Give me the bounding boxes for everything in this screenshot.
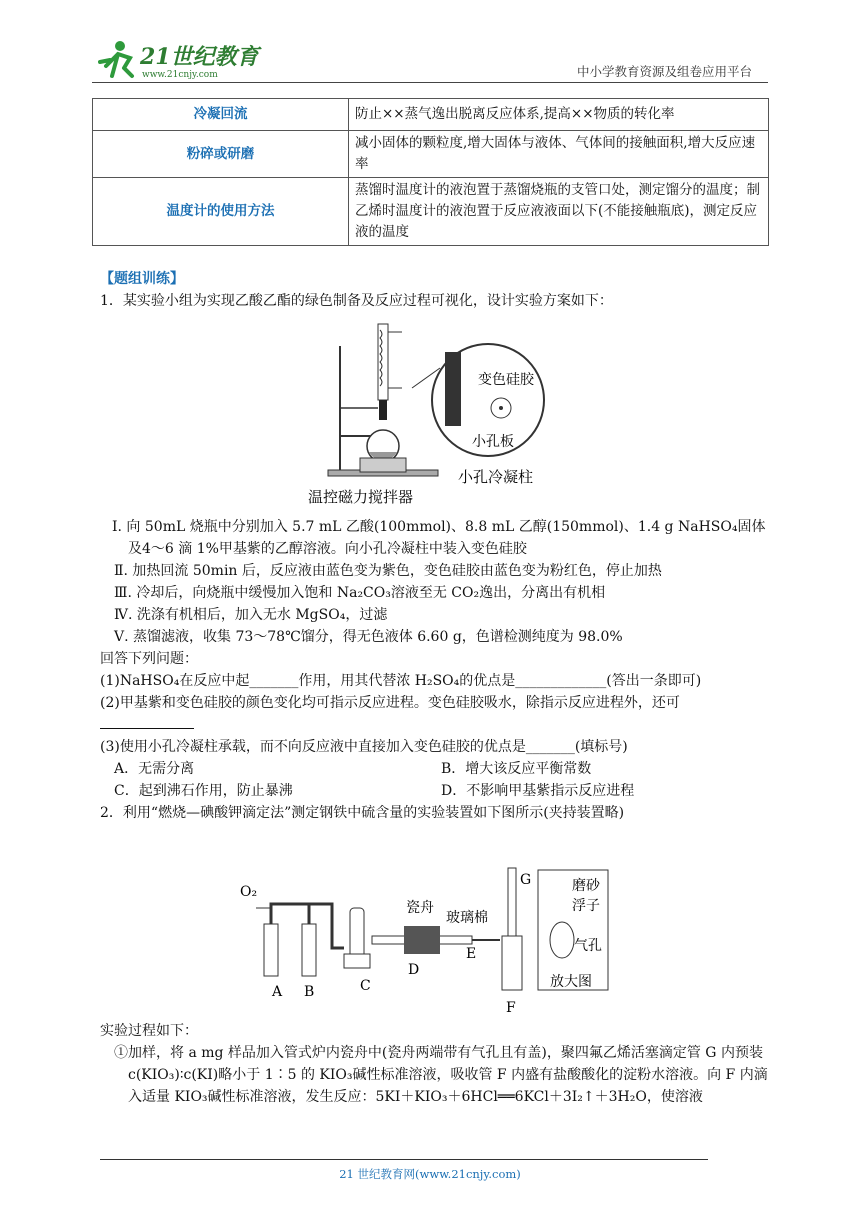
q1-prompt: 回答下列问题： (100, 651, 198, 667)
table-row (93, 99, 769, 131)
q1-step: Ⅳ. 洗涤有机相后，加入无水 MgSO₄，过滤 (114, 607, 388, 623)
q2-stem: 2．利用“燃烧—碘酸钾滴定法”测定钢铁中硫含量的实验装置如下图所示(夹持装置略) (100, 805, 625, 821)
q1-options-row (100, 780, 768, 802)
fig2-glasswool: 玻璃棉 (446, 910, 488, 926)
table-key: 冷凝回流 (93, 99, 349, 131)
answer-blank (100, 714, 194, 729)
method-table (92, 98, 769, 246)
q1-body (100, 516, 768, 824)
table-row (93, 178, 769, 246)
fig2-zoom: 放大图 (550, 974, 592, 990)
q1-option-b: B．增大该反应平衡常数 (441, 761, 592, 777)
header-platform-text: 中小学教育资源及组卷应用平台 (576, 64, 752, 79)
table-key: 粉碎或研磨 (93, 131, 349, 178)
q1-option-d: D．不影响甲基紫指示反应进程 (441, 783, 635, 799)
site-logo (96, 36, 276, 82)
fig2-g: G (520, 872, 532, 888)
fig1-label-column: 小孔冷凝柱 (458, 468, 534, 486)
q1-option-a: A．无需分离 (114, 761, 195, 777)
q1-options-row (100, 758, 768, 780)
question-1-intro (100, 268, 768, 312)
table-value: 减小固体的颗粒度,增大固体与液体、气体间的接触面积,增大反应速率 (349, 131, 769, 178)
runner-head-icon (115, 41, 125, 51)
fig2-d: D (408, 962, 420, 978)
q1-stem: 1．某实验小组为实现乙酸乙酯的绿色制备及反应过程可视化，设计实验方案如下： (100, 293, 613, 309)
table-value: 防止××蒸气逸出脱离反应体系,提高××物质的转化率 (349, 99, 769, 131)
header-divider (92, 82, 768, 83)
q2-step1: ①加样，将 a mg 样品加入管式炉内瓷舟中(瓷舟两端带有气孔且有盖)，聚四氟乙烯活塞滴定管 G 内预装 (114, 1045, 763, 1061)
footer-divider (100, 1159, 708, 1160)
q1-step: Ⅴ. 蒸馏滤液，收集 73～78℃馏分，得无色液体 6.60 g，色谱检测纯度为 98.0% (114, 629, 623, 645)
q1-apparatus-figure (300, 318, 570, 510)
fig1-label-plate: 小孔板 (472, 434, 514, 450)
fig1-label-stirrer: 温控磁力搅拌器 (308, 488, 414, 506)
fig2-e: E (466, 946, 477, 962)
q1-option-c: C．起到沸石作用，防止暴沸 (114, 783, 293, 799)
logo-sub: www.21cnjy.com (142, 70, 218, 80)
q1-sub3: (3)使用小孔冷凝柱承载，而不向反应液中直接加入变色硅胶的优点是_______(填标号) (100, 739, 628, 755)
q1-step: Ⅲ. 冷却后，向烧瓶中缓慢加入饱和 Na₂CO₃溶液至无 CO₂逸出，分离出有机相 (114, 585, 606, 601)
runner-icon (100, 54, 132, 76)
q2-process-title: 实验过程如下： (100, 1023, 198, 1039)
q2-apparatus-figure (232, 848, 612, 1016)
fig2-c: C (360, 978, 371, 994)
table-row (93, 131, 769, 178)
fig2-o2: O₂ (240, 884, 258, 900)
fig2-f: F (506, 1000, 516, 1016)
q1-sub1: (1)NaHSO₄在反应中起_______作用，用其代替浓 H₂SO₄的优点是_____________(答出一条即可) (100, 673, 702, 689)
fig2-boat: 瓷舟 (406, 900, 434, 916)
footer-text: 21 世纪教育网(www.21cnjy.com) (339, 1167, 521, 1181)
fig2-float2: 浮子 (572, 898, 600, 914)
fig2-b: B (304, 984, 315, 1000)
table-value: 蒸馏时温度计的液泡置于蒸馏烧瓶的支管口处，测定馏分的温度；制乙烯时温度计的液泡置于反应液液面以下(不能接触瓶底)，测定反应液的温度 (349, 178, 769, 246)
fig2-a: A (272, 984, 283, 1000)
fig2-hole: 气孔 (574, 938, 602, 954)
fig2-float1: 磨砂 (572, 878, 600, 894)
logo-main: 21世纪教育 (140, 44, 259, 70)
table-key: 温度计的使用方法 (93, 178, 349, 246)
q2-body (100, 1020, 768, 1108)
section-title: 【题组训练】 (100, 271, 184, 287)
q2-step1b: c(KIO₃)∶c(KI)略小于 1∶5 的 KIO₃碱性标准溶液，吸收管 F 内盛有盐酸酸化的淀粉水溶液。向 F 内滴入适量 KIO₃碱性标准溶液，发生反应：5KI＋KIO₃＋6HCl══6KCl＋3I₂↑＋3H₂O，使溶液 (128, 1067, 768, 1105)
q1-sub2: (2)甲基紫和变色硅胶的颜色变化均可指示反应进程。变色硅胶吸水，除指示反应进程外，还可 (100, 695, 680, 711)
q1-step: Ⅱ. 加热回流 50min 后，反应液由蓝色变为紫色，变色硅胶由蓝色变为粉红色，停止加热 (114, 563, 662, 579)
q1-step: Ⅰ. 向 50mL 烧瓶中分别加入 5.7 mL 乙酸(100mmol)、8.8 mL 乙醇(150mmol)、1.4 g NaHSO₄固体及4～6 滴 1%甲基紫的乙醇溶液。向小孔冷凝柱中装入变色硅胶 (112, 519, 766, 557)
fig1-label-silica: 变色硅胶 (478, 372, 534, 388)
